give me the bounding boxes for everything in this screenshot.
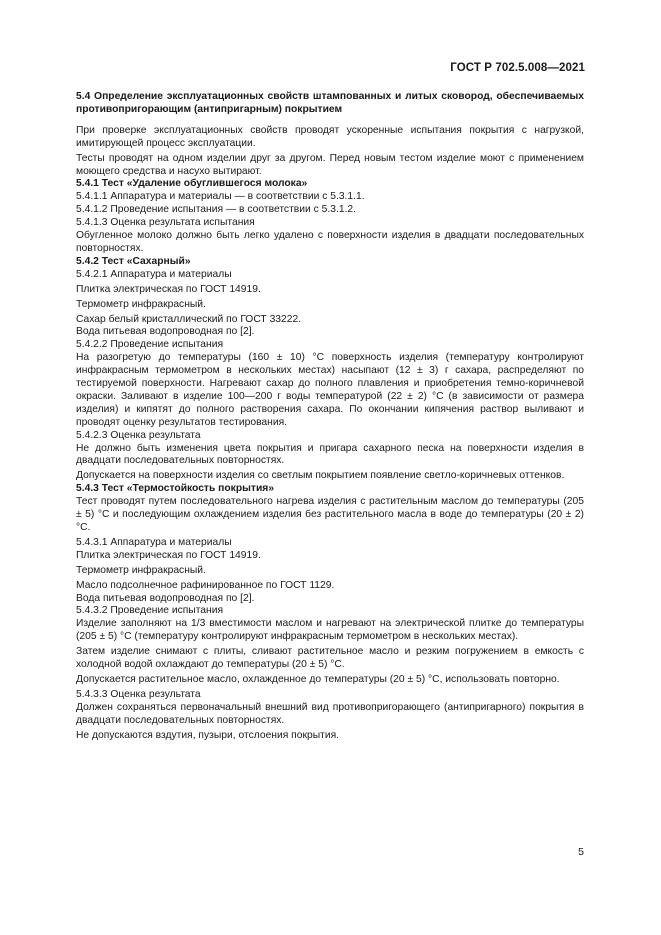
paragraph: Вода питьевая водопроводная по [2]. [76,592,255,604]
paragraph: Затем изделие снимают с плиты, сливают растительное масло и резким погружением в емкость с холодной водой охлаждают до температуры (20 ± 5) °С. [76,646,584,671]
section-heading: 5.4 Определение эксплуатационных свойств штампованных и литых сковород, обеспечиваемых противопригорающим (антипригарным) покрытием [76,91,584,115]
paragraph: 5.4.1.3 Оценка результата испытания [76,217,255,229]
page-number: 5 [578,846,584,858]
paragraph: 5.4.2.1 Аппаратура и материалы [76,268,232,280]
paragraph: 5.4.2.2 Проведение испытания [76,339,224,351]
paragraph: Не должно быть изменения цвета покрытия и пригара сахарного песка на поверхности изделия в двадцати последовательных повторностях. [76,442,584,467]
paragraph: Тесты проводят на одном изделии друг за другом. Перед новым тестом изделие моют с применением моющего средства и насухо вытирают. [76,152,584,177]
paragraph: Не допускаются вздутия, пузыри, отслоения покрытия. [76,729,340,741]
paragraph: Обугленное молоко должно быть легко удалено с поверхности изделия в двадцати последовательных повторностях. [76,230,584,254]
paragraph: Масло подсолнечное рафинированное по ГОСТ 1129. [76,579,335,591]
paragraph: Термометр инфракрасный. [76,298,206,310]
paragraph: 5.4.1.1 Аппаратура и материалы — в соответствии с 5.3.1.1. [76,191,365,203]
paragraph: Плитка электрическая по ГОСТ 14919. [76,549,261,561]
paragraph: Сахар белый кристаллический по ГОСТ 33222. [76,313,302,325]
paragraph: Тест проводят путем последовательного нагрева изделия с растительным маслом до температуры (205 ± 5) °С и последующим охлаждением изделия без растительного масла в воде до температуры (20 ± 2) °С. [76,496,584,533]
paragraph: Плитка электрическая по ГОСТ 14919. [76,283,261,295]
paragraph: Изделие заполняют на 1/3 вместимости маслом и нагревают на электрической плитке до температуры (205 ± 5) °С (температуру контролируют инфракрасным термометром в нескольких местах). [76,618,584,643]
subsection-heading: 5.4.3 Тест «Термостойкость покрытия» [76,483,275,495]
subsection-heading: 5.4.2 Тест «Сахарный» [76,255,191,267]
paragraph: Допускается на поверхности изделия со светлым покрытием появление светло-коричневых оттенков. [76,470,565,482]
paragraph: Должен сохраняться первоначальный внешний вид противопригорающего (антипригарного) покрытия в двадцати последовательных повторностях. [76,701,584,726]
document-id-header: ГОСТ Р 702.5.008—2021 [450,62,585,74]
paragraph: Вода питьевая водопроводная по [2]. [76,326,255,338]
subsection-heading: 5.4.1 Тест «Удаление обуглившегося молока» [76,178,308,190]
paragraph: Допускается растительное масло, охлажденное до температуры (20 ± 5) °С, использовать повторно. [76,673,560,685]
paragraph: 5.4.3.2 Проведение испытания [76,605,224,617]
document-body [76,91,584,743]
paragraph: 5.4.2.3 Оценка результата [76,429,201,441]
paragraph: 5.4.1.2 Проведение испытания — в соответствии с 5.3.1.2. [76,204,356,216]
paragraph: 5.4.3.1 Аппаратура и материалы [76,536,232,548]
paragraph: Термометр инфракрасный. [76,564,206,576]
paragraph: На разогретую до температуры (160 ± 10) °С поверхность изделия (температуру контролируют инфракрасным термометром в нескольких местах) насыпают (12 ± 3) г сахара, распределяют по тестируемой поверхности. Нагревают сахар до полного плавления и приобретения темно-коричневой окраски. Заливают в изделие 100—200 г воды температурой (22 ± 2) °С (в зависимости от размера изделия) и кипятят до полного растворения сахара. По окончании кипячения раствор выливают и проводят оценку результатов тестирования. [76,352,584,428]
paragraph: При проверке эксплуатационных свойств проводят ускоренные испытания покрытия с нагрузкой, имитирующей процесс эксплуатации. [76,124,584,149]
paragraph: 5.4.3.3 Оценка результата [76,688,201,700]
